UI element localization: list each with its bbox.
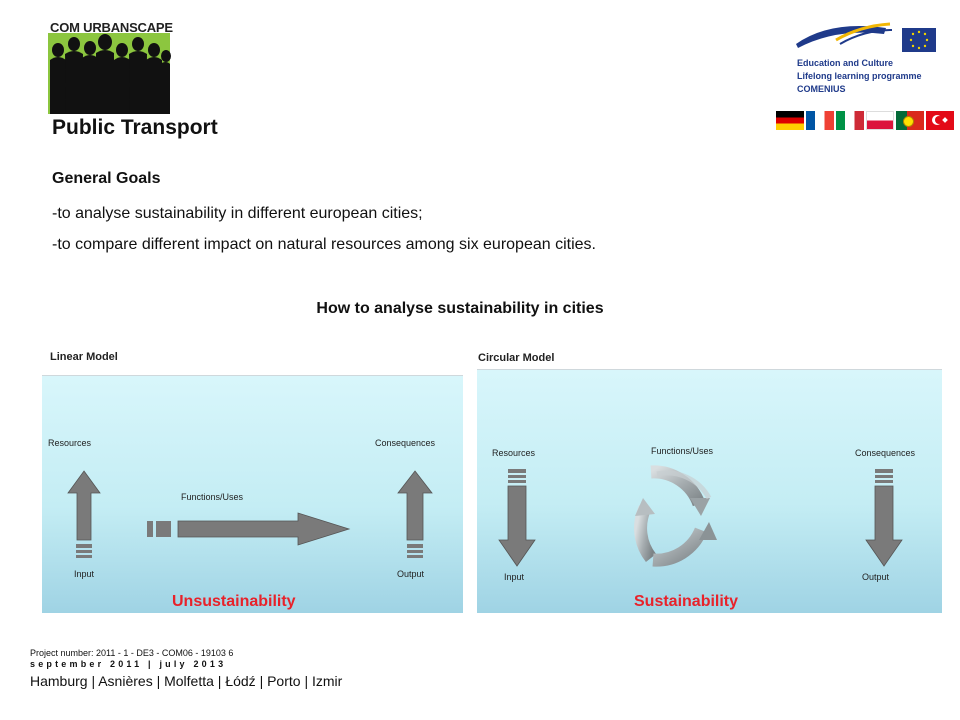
- circular-model-label: Circular Model: [478, 352, 555, 364]
- eu-programme-logo: [790, 18, 940, 98]
- circular-resources-label: Resources: [492, 448, 536, 458]
- turkey-flag: [926, 111, 954, 130]
- linear-model-label: Linear Model: [50, 351, 118, 363]
- france-flag: [806, 111, 834, 130]
- linear-consequences-label: Consequences: [375, 438, 436, 448]
- page-title: Public Transport: [52, 116, 218, 139]
- goal-item: -to analyse sustainability in different european cities;: [52, 205, 423, 222]
- logo-text: COM URBANSCAPE: [50, 20, 173, 35]
- output-up-arrow-icon: [398, 471, 432, 558]
- linear-output-label: Output: [397, 569, 425, 579]
- germany-flag: [776, 111, 804, 130]
- eu-line-1: Education and Culture: [797, 58, 894, 68]
- diagram-heading: How to analyse sustainability in cities: [316, 300, 604, 317]
- functions-right-arrow-icon: [147, 513, 349, 545]
- sustainability-label: Sustainability: [634, 593, 739, 610]
- cycle-arrows-icon: [635, 472, 717, 560]
- eu-swoosh-icon: [790, 18, 940, 54]
- goal-item: -to compare different impact on natural resources among six european cities.: [52, 236, 596, 253]
- eu-line-3: COMENIUS: [797, 84, 846, 94]
- circular-input-label: Input: [504, 572, 525, 582]
- input-down-arrow-icon: [499, 469, 535, 566]
- circular-functions-label: Functions/Uses: [651, 446, 714, 456]
- linear-resources-label: Resources: [48, 438, 92, 448]
- poland-flag: [866, 111, 894, 130]
- circular-model-panel: [477, 369, 942, 613]
- eu-line-2: Lifelong learning programme: [797, 71, 922, 81]
- circular-output-label: Output: [862, 572, 890, 582]
- project-period: september 2011 | july 2013: [30, 659, 227, 669]
- linear-input-label: Input: [74, 569, 95, 579]
- linear-model-panel: [42, 375, 463, 613]
- output-down-arrow-icon: [866, 469, 902, 566]
- italy-flag: [836, 111, 864, 130]
- circular-consequences-label: Consequences: [855, 448, 916, 458]
- partner-cities: Hamburg | Asnières | Molfetta | Łódź | Porto | Izmir: [30, 673, 343, 689]
- unsustainability-label: Unsustainability: [172, 593, 296, 610]
- linear-functions-label: Functions/Uses: [181, 492, 244, 502]
- portugal-flag: [896, 111, 924, 130]
- goals-heading: General Goals: [52, 170, 161, 187]
- project-number: Project number: 2011 - 1 - DE3 - COM06 - 19103 6: [30, 648, 234, 658]
- input-up-arrow-icon: [68, 471, 100, 558]
- partner-flags: [776, 111, 954, 131]
